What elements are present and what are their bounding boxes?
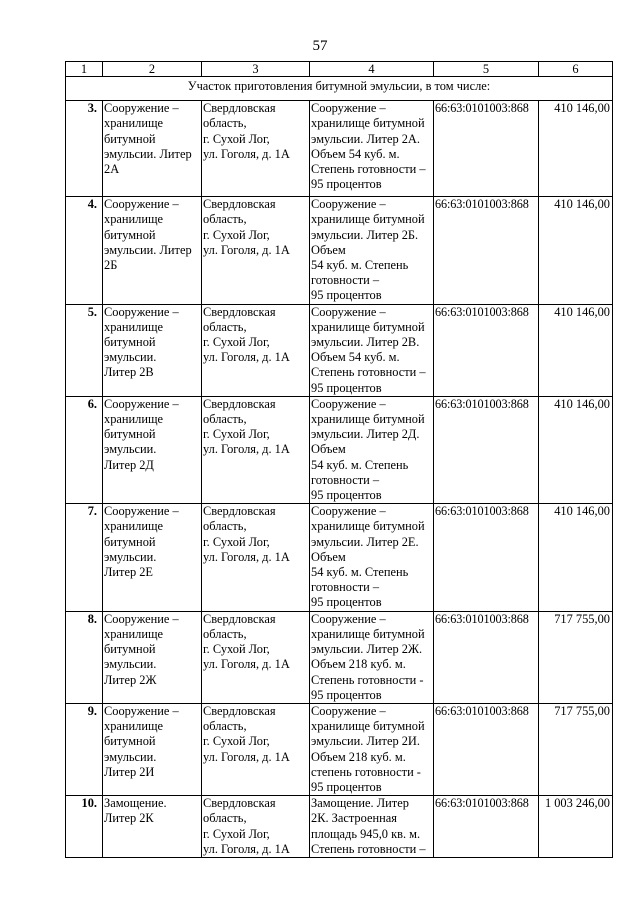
row-number-text: 9. bbox=[87, 703, 97, 718]
object-name-text: Замощение. Литер 2К bbox=[104, 796, 167, 826]
table-body bbox=[66, 101, 613, 858]
object-description bbox=[310, 197, 434, 304]
object-description-text: Сооружение – хранилище битумной эмульсии. Литер 2Ж. Объем 218 куб. м. Степень готовности - 95 процентов bbox=[311, 611, 425, 702]
object-price-text: 410 146,00 bbox=[554, 101, 610, 116]
object-description-text: Сооружение – хранилище битумной эмульсии. Литер 2И. Объем 218 куб. м. степень готовности - 95 процентов bbox=[311, 703, 425, 794]
cadastral-number-text: 66:63:0101003:868 bbox=[435, 796, 529, 811]
object-address bbox=[202, 101, 310, 197]
row-number bbox=[66, 796, 103, 858]
object-description bbox=[310, 703, 434, 795]
table-row bbox=[66, 796, 613, 858]
object-description bbox=[310, 304, 434, 396]
cadastral-number-text: 66:63:0101003:868 bbox=[435, 703, 529, 718]
table-row bbox=[66, 101, 613, 197]
object-description-text: Замощение. Литер 2К. Застроенная площадь 945,0 кв. м. Степень готовности – bbox=[311, 796, 426, 856]
object-description-text: Сооружение – хранилище битумной эмульсии. Литер 2Д. Объем 54 куб. м. Степень готовности – 95 процентов bbox=[311, 396, 425, 503]
table-row bbox=[66, 703, 613, 795]
cadastral-number bbox=[434, 197, 539, 304]
object-address-text: Свердловская область, г. Сухой Лог, ул. Гоголя, д. 1А bbox=[203, 796, 290, 856]
object-description-text: Сооружение – хранилище битумной эмульсии. Литер 2В. Объем 54 куб. м. Степень готовности – 95 процентов bbox=[311, 304, 426, 395]
column-number: 2 bbox=[103, 62, 202, 77]
row-number-text: 6. bbox=[87, 396, 97, 411]
object-address bbox=[202, 197, 310, 304]
object-name-text: Сооружение – хранилище битумной эмульсии. Литер 2Е bbox=[104, 504, 179, 580]
object-address bbox=[202, 504, 310, 611]
cadastral-number bbox=[434, 396, 539, 503]
row-number bbox=[66, 304, 103, 396]
object-address bbox=[202, 611, 310, 703]
object-price bbox=[539, 101, 613, 197]
object-price bbox=[539, 611, 613, 703]
row-number bbox=[66, 703, 103, 795]
object-price bbox=[539, 796, 613, 858]
row-number-text: 7. bbox=[87, 504, 97, 519]
object-address-text: Свердловская область, г. Сухой Лог, ул. Гоголя, д. 1А bbox=[203, 611, 290, 672]
object-name bbox=[103, 197, 202, 304]
cadastral-number bbox=[434, 703, 539, 795]
object-description bbox=[310, 101, 434, 197]
object-address-text: Свердловская область, г. Сухой Лог, ул. Гоголя, д. 1А bbox=[203, 304, 290, 365]
object-name-text: Сооружение – хранилище битумной эмульсии. Литер 2И bbox=[104, 703, 179, 779]
cadastral-number-text: 66:63:0101003:868 bbox=[435, 504, 529, 519]
row-number bbox=[66, 101, 103, 197]
object-address bbox=[202, 796, 310, 858]
cadastral-number-text: 66:63:0101003:868 bbox=[435, 396, 529, 411]
object-address-text: Свердловская область, г. Сухой Лог, ул. Гоголя, д. 1А bbox=[203, 703, 290, 764]
object-price-text: 410 146,00 bbox=[554, 504, 610, 519]
object-description bbox=[310, 396, 434, 503]
object-description bbox=[310, 504, 434, 611]
table-row bbox=[66, 611, 613, 703]
object-name-text: Сооружение – хранилище битумной эмульсии. Литер 2А bbox=[104, 101, 192, 177]
cadastral-number bbox=[434, 504, 539, 611]
cadastral-number bbox=[434, 611, 539, 703]
table-row bbox=[66, 304, 613, 396]
column-number: 3 bbox=[202, 62, 310, 77]
object-description-text: Сооружение – хранилище битумной эмульсии. Литер 2Е. Объем 54 куб. м. Степень готовности – 95 процентов bbox=[311, 504, 425, 610]
section-row bbox=[66, 77, 613, 101]
object-address-text: Свердловская область, г. Сухой Лог, ул. Гоголя, д. 1А bbox=[203, 101, 290, 161]
object-name bbox=[103, 504, 202, 611]
column-number: 4 bbox=[310, 62, 434, 77]
object-price bbox=[539, 703, 613, 795]
row-number-text: 5. bbox=[87, 304, 97, 319]
row-number-text: 3. bbox=[87, 101, 97, 116]
object-address bbox=[202, 396, 310, 503]
object-price-text: 717 755,00 bbox=[554, 611, 610, 626]
cadastral-number bbox=[434, 101, 539, 197]
object-name bbox=[103, 611, 202, 703]
object-price-text: 410 146,00 bbox=[554, 197, 610, 212]
object-address-text: Свердловская область, г. Сухой Лог, ул. Гоголя, д. 1А bbox=[203, 396, 290, 457]
cadastral-number-text: 66:63:0101003:868 bbox=[435, 101, 529, 116]
row-number-text: 4. bbox=[87, 197, 97, 212]
column-number: 1 bbox=[66, 62, 103, 77]
object-name-text: Сооружение – хранилище битумной эмульсии. Литер 2Б bbox=[104, 197, 192, 273]
row-number bbox=[66, 197, 103, 304]
cadastral-number-text: 66:63:0101003:868 bbox=[435, 197, 529, 212]
object-address bbox=[202, 703, 310, 795]
cadastral-number bbox=[434, 796, 539, 858]
object-price bbox=[539, 396, 613, 503]
table-row bbox=[66, 504, 613, 611]
object-description-text: Сооружение – хранилище битумной эмульсии. Литер 2Б. Объем 54 куб. м. Степень готовности – 95 процентов bbox=[311, 197, 425, 303]
object-name bbox=[103, 101, 202, 197]
object-price-text: 717 755,00 bbox=[554, 703, 610, 718]
page-number: 57 bbox=[312, 38, 328, 54]
object-price bbox=[539, 197, 613, 304]
object-price bbox=[539, 504, 613, 611]
object-name bbox=[103, 703, 202, 795]
column-number-row bbox=[66, 62, 613, 77]
row-number bbox=[66, 504, 103, 611]
row-number bbox=[66, 611, 103, 703]
object-description bbox=[310, 796, 434, 858]
object-description-text: Сооружение – хранилище битумной эмульсии. Литер 2А. Объем 54 куб. м. Степень готовности – 95 процентов bbox=[311, 101, 426, 192]
object-price-text: 410 146,00 bbox=[554, 396, 610, 411]
cadastral-number bbox=[434, 304, 539, 396]
table-row bbox=[66, 396, 613, 503]
property-table bbox=[65, 61, 613, 858]
cadastral-number-text: 66:63:0101003:868 bbox=[435, 304, 529, 319]
object-name-text: Сооружение – хранилище битумной эмульсии. Литер 2Ж bbox=[104, 611, 179, 687]
object-name bbox=[103, 304, 202, 396]
cadastral-number-text: 66:63:0101003:868 bbox=[435, 611, 529, 626]
row-number-text: 10. bbox=[81, 796, 97, 811]
object-price-text: 410 146,00 bbox=[554, 304, 610, 319]
object-name-text: Сооружение – хранилище битумной эмульсии. Литер 2В bbox=[104, 304, 179, 380]
object-name-text: Сооружение – хранилище битумной эмульсии. Литер 2Д bbox=[104, 396, 179, 472]
table-row bbox=[66, 197, 613, 304]
section-title: Участок приготовления битумной эмульсии, в том числе: bbox=[66, 77, 613, 101]
object-price bbox=[539, 304, 613, 396]
object-description bbox=[310, 611, 434, 703]
row-number bbox=[66, 396, 103, 503]
row-number-text: 8. bbox=[87, 611, 97, 626]
object-name bbox=[103, 396, 202, 503]
column-number: 5 bbox=[434, 62, 539, 77]
object-price-text: 1 003 246,00 bbox=[544, 796, 610, 811]
object-address bbox=[202, 304, 310, 396]
object-address-text: Свердловская область, г. Сухой Лог, ул. Гоголя, д. 1А bbox=[203, 504, 290, 564]
object-address-text: Свердловская область, г. Сухой Лог, ул. Гоголя, д. 1А bbox=[203, 197, 290, 257]
column-number: 6 bbox=[539, 62, 613, 77]
object-name bbox=[103, 796, 202, 858]
